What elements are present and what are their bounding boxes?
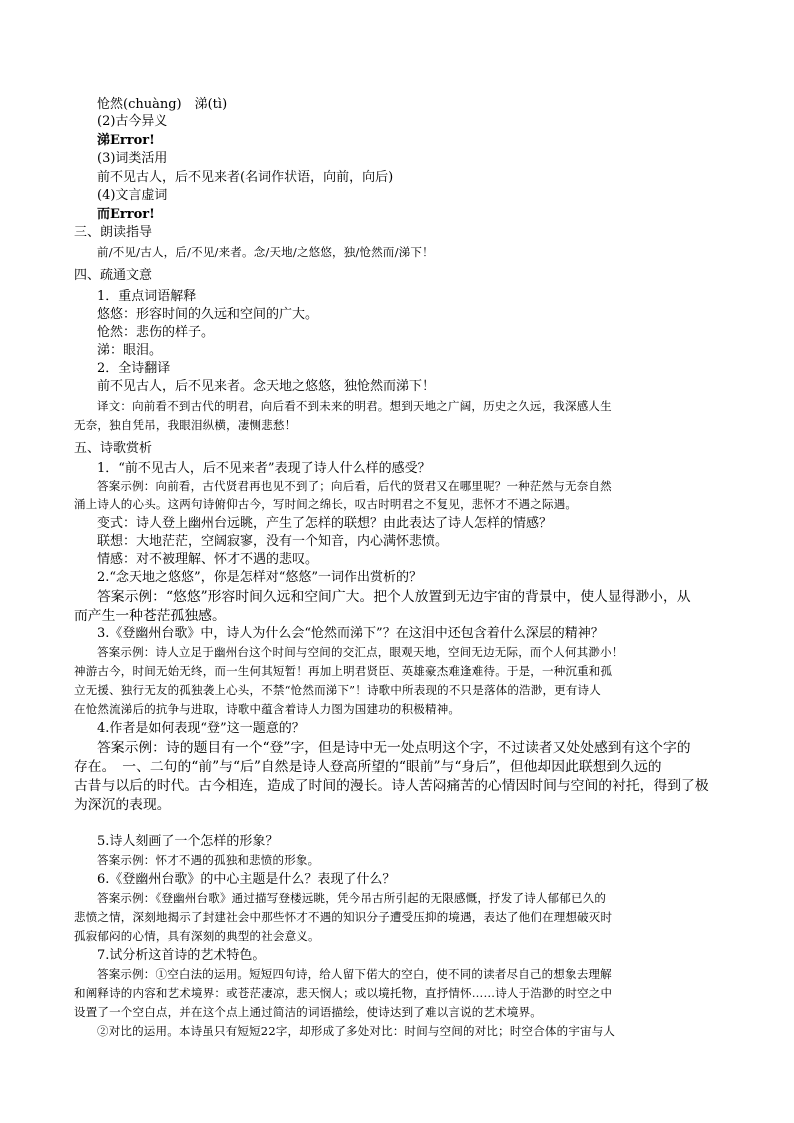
answer-line: 存在。 一、二句的“前”与“后”自然是诗人登高所望的“眼前”与“身后”，但他却因此联想到久远的: [74, 759, 662, 775]
translation-line: 译文：向前看不到古代的明君，向后看不到未来的明君。想到天地之广阔，历史之久远，我深感人生: [97, 399, 612, 413]
subsection-heading: (4)文言虚词: [97, 188, 168, 203]
answer-line: 答案示例：怀才不遇的孤独和悲愤的形象。: [97, 853, 320, 867]
answer-line: 神游古今，时间无始无终，而一生何其短暂！再加上明君贤臣、英雄豪杰难逢难待。于是，一种沉重和孤: [74, 664, 613, 678]
body-line: 联想：大地茫茫，空阔寂寥，没有一个知音，内心满怀悲愤。: [97, 534, 449, 549]
reading-guide-line: 前/不见/古人，后/不见/来者。念/天地/之悠悠，独/怆然而/涕下！: [97, 245, 434, 259]
answer-line: 和阐释诗的内容和艺术境界：或苍茫凄凉，悲天悯人；或以境托物，直抒情怀……诗人于浩渺的时空之中: [74, 986, 613, 1000]
answer-line: 悲愤之情，深刻地揭示了封建社会中那些怀才不遇的知识分子遭受压抑的境遇，表达了他们在理想破灭时: [74, 910, 613, 924]
section-heading-5: 五、诗歌赏析: [74, 441, 153, 456]
section-heading-4: 四、疏通文意: [74, 268, 153, 283]
question-line: 4.作者是如何表现“登”这一题意的？: [97, 721, 305, 736]
answer-line: 答案示例：诗的题目有一个“登”字，但是诗中无一处点明这个字，不过读者又处处感到有这个字的: [97, 740, 691, 756]
answer-line: 涌上诗人的心头。这两句诗俯仰古今，写时间之绵长，叹古时明君之不复见，悲怀才不遇之际遇。: [74, 497, 578, 511]
answer-line: 孤寂郁闷的心情，具有深刻的典型的社会意义。: [74, 929, 320, 943]
question-line: 1．“前不见古人，后不见来者”表现了诗人什么样的感受？: [97, 461, 431, 476]
translation-line: 无奈，独自凭吊，我眼泪纵横，凄恻悲愁！: [74, 418, 297, 432]
answer-line: 古昔与以后的时代。古今相连，造成了时间的漫长。诗人苦闷痛苦的心情因时间与空间的衬托，得到了极: [74, 778, 709, 794]
answer-line: 答案示例：诗人立足于幽州台这个时间与空间的交汇点，眼观天地，空间无边无际，而个人何其渺小！: [97, 645, 624, 659]
question-line: 2.“念天地之悠悠”，你是怎样对“悠悠”一词作出赏析的？: [97, 570, 422, 585]
answer-line: 为深沉的表现。: [74, 797, 171, 813]
question-line: 6.《登幽州台歌》的中心主题是什么？表现了什么？: [97, 872, 396, 887]
subsection-heading: 1．重点词语解释: [97, 289, 197, 304]
body-line: 而Error!: [97, 207, 155, 222]
subsection-heading: (3)词类活用: [97, 151, 168, 166]
section-heading-3: 三、朗读指导: [74, 225, 153, 240]
answer-line: 立无援、独行无友的孤独袭上心头，不禁“怆然而涕下”！诗歌中所表现的不只是落体的浩渺，更有诗人: [74, 683, 601, 697]
body-line: 涕：眼泪。: [97, 343, 163, 358]
question-line: 3.《登幽州台歌》中，诗人为什么会“怆然而涕下”？在这泪中还包含着什么深层的精神？: [97, 626, 604, 641]
question-line: 5.诗人刻画了一个怎样的形象？: [97, 834, 279, 849]
body-line: 悠悠：形容时间的久远和空间的广大。: [97, 307, 319, 322]
subsection-heading: (2)古今异义: [97, 114, 168, 129]
body-line: 变式：诗人登上幽州台远眺，产生了怎样的联想？由此表达了诗人怎样的情感？: [97, 516, 553, 531]
body-line: 涕Error!: [97, 133, 155, 148]
question-line: 7.试分析这首诗的艺术特色。: [97, 948, 266, 963]
body-line: 情感：对不被理解、怀才不遇的悲叹。: [97, 552, 319, 567]
body-line: 前不见古人，后不见来者(名词作状语，向前，向后): [97, 170, 394, 185]
answer-line: 答案示例：①空白法的运用。短短四句诗，给人留下偌大的空白，使不同的读者尽自己的想象去理解: [97, 967, 612, 981]
pinyin-note-line: 怆然(chuàng) 涕(tì): [97, 97, 228, 112]
answer-line: ②对比的运用。本诗虽只有短短22字，却形成了多处对比：时间与空间的对比；时空合体的宇宙与人: [97, 1024, 616, 1038]
answer-line: 而产生一种苍茫孤独感。: [74, 608, 226, 624]
subsection-heading: 2．全诗翻译: [97, 361, 171, 376]
answer-line: 在怆然流涕后的抗争与进取，诗歌中蕴含着诗人力图为国建功的积极精神。: [74, 702, 461, 716]
answer-line: 答案示例：《登幽州台歌》通过描写登楼远眺，凭今吊古所引起的无限感慨，抒发了诗人郁郁已久的: [97, 891, 607, 905]
answer-line: 设置了一个空白点，并在这个点上通过简洁的词语描绘，使诗达到了难以言说的艺术境界。: [74, 1005, 542, 1019]
answer-line: 答案示例：向前看，古代贤君再也见不到了；向后看，后代的贤君又在哪里呢？一种茫然与无奈自然: [97, 479, 612, 493]
body-line: 怆然：悲伤的样子。: [97, 325, 215, 340]
answer-line: 答案示例：“悠悠”形容时间久远和空间广大。把个人放置到无边宇宙的背景中，使人显得渺小，从: [97, 589, 691, 605]
body-line: 前不见古人，后不见来者。念天地之悠悠，独怆然而涕下！: [97, 379, 436, 394]
